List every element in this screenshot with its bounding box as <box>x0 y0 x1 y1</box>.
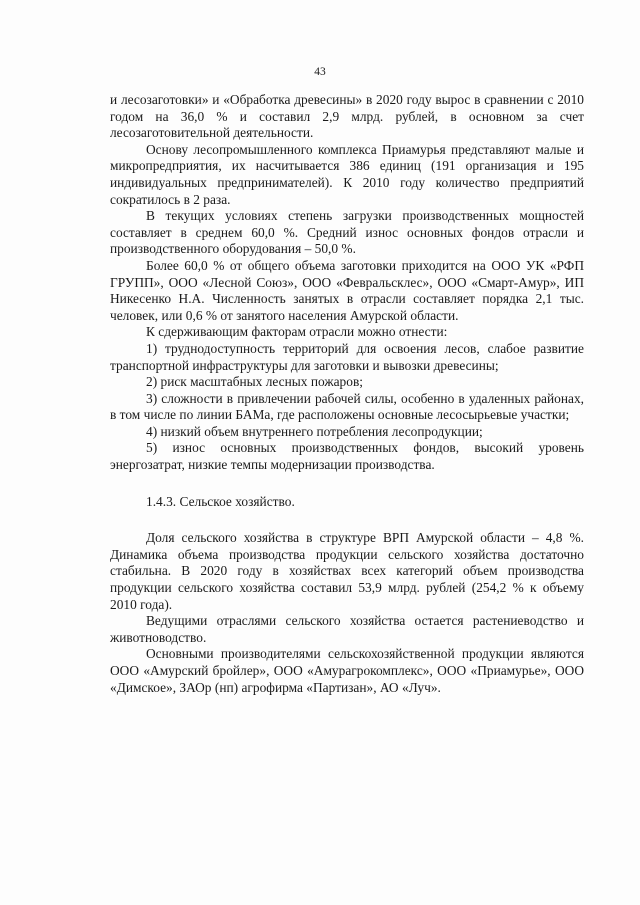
paragraph: Более 60,0 % от общего объема заготовки приходится на ООО УК «РФП ГРУПП», ООО «Лесной Союз», ООО «Февральсклес», ООО «Смарт-Амур», ИП Никесенко Н.А. Численность занятых в отрасли составляет порядка 2,1 тыс. человек, или 0,6 % от занятого населения Амурской области. <box>110 257 584 323</box>
list-item: 2) риск масштабных лесных пожаров; <box>146 374 363 390</box>
paragraph: Доля сельского хозяйства в структуре ВРП Амурской области – 4,8 %. Динамика объема производства продукции сельского хозяйства достаточно стабильна. В 2020 году в хозяйствах всех категорий объем производства продукции сельского хозяйства составил 53,9 млрд. рублей (254,2 % к объему 2010 года). <box>110 530 584 612</box>
page-body <box>110 92 584 696</box>
list-item: 5) износ основных производственных фондов, высокий уровень энергозатрат, низкие темпы модернизации производства. <box>110 440 584 473</box>
section-heading: 1.4.3. Сельское хозяйство. <box>146 493 295 509</box>
list-item: 1) труднодоступность территорий для освоения лесов, слабое развитие транспортной инфраструктуры для заготовки и вывозки древесины; <box>110 340 584 373</box>
paragraph: Основу лесопромышленного комплекса Приамурья представляют малые и микропредприятия, их насчитывается 386 единиц (191 организация и 195 индивидуальных предпринимателей). К 2010 году количество предприятий сократилось в 2 раза. <box>110 141 584 207</box>
list-item: 3) сложности в привлечении рабочей силы, особенно в удаленных районах, в том числе по линии БАМа, где расположены основные лесосырьевые участки; <box>110 390 584 423</box>
list-item: 4) низкий объем внутреннего потребления лесопродукции; <box>146 423 483 439</box>
paragraph: Основными производителями сельскохозяйственной продукции являются ООО «Амурский бройлер», ООО «Амурагрокомплекс», ООО «Приамурье», ООО «Димское», ЗАОр (нп) агрофирма «Партизан», АО «Луч». <box>110 646 584 695</box>
paragraph: и лесозаготовки» и «Обработка древесины» в 2020 году вырос в сравнении с 2010 годом на 36,0 % и составил 2,9 млрд. рублей, в основном за счет лесозаготовительной деятельности. <box>110 92 584 141</box>
page-number: 43 <box>314 66 326 78</box>
paragraph: Ведущими отраслями сельского хозяйства остается растениеводство и животноводство. <box>110 613 584 645</box>
paragraph: К сдерживающим факторам отрасли можно отнести: <box>146 324 448 340</box>
paragraph: В текущих условиях степень загрузки производственных мощностей составляет в среднем 60,0 %. Средний износ основных фондов отрасли и производственного оборудования – 50,0 %. <box>110 208 584 257</box>
